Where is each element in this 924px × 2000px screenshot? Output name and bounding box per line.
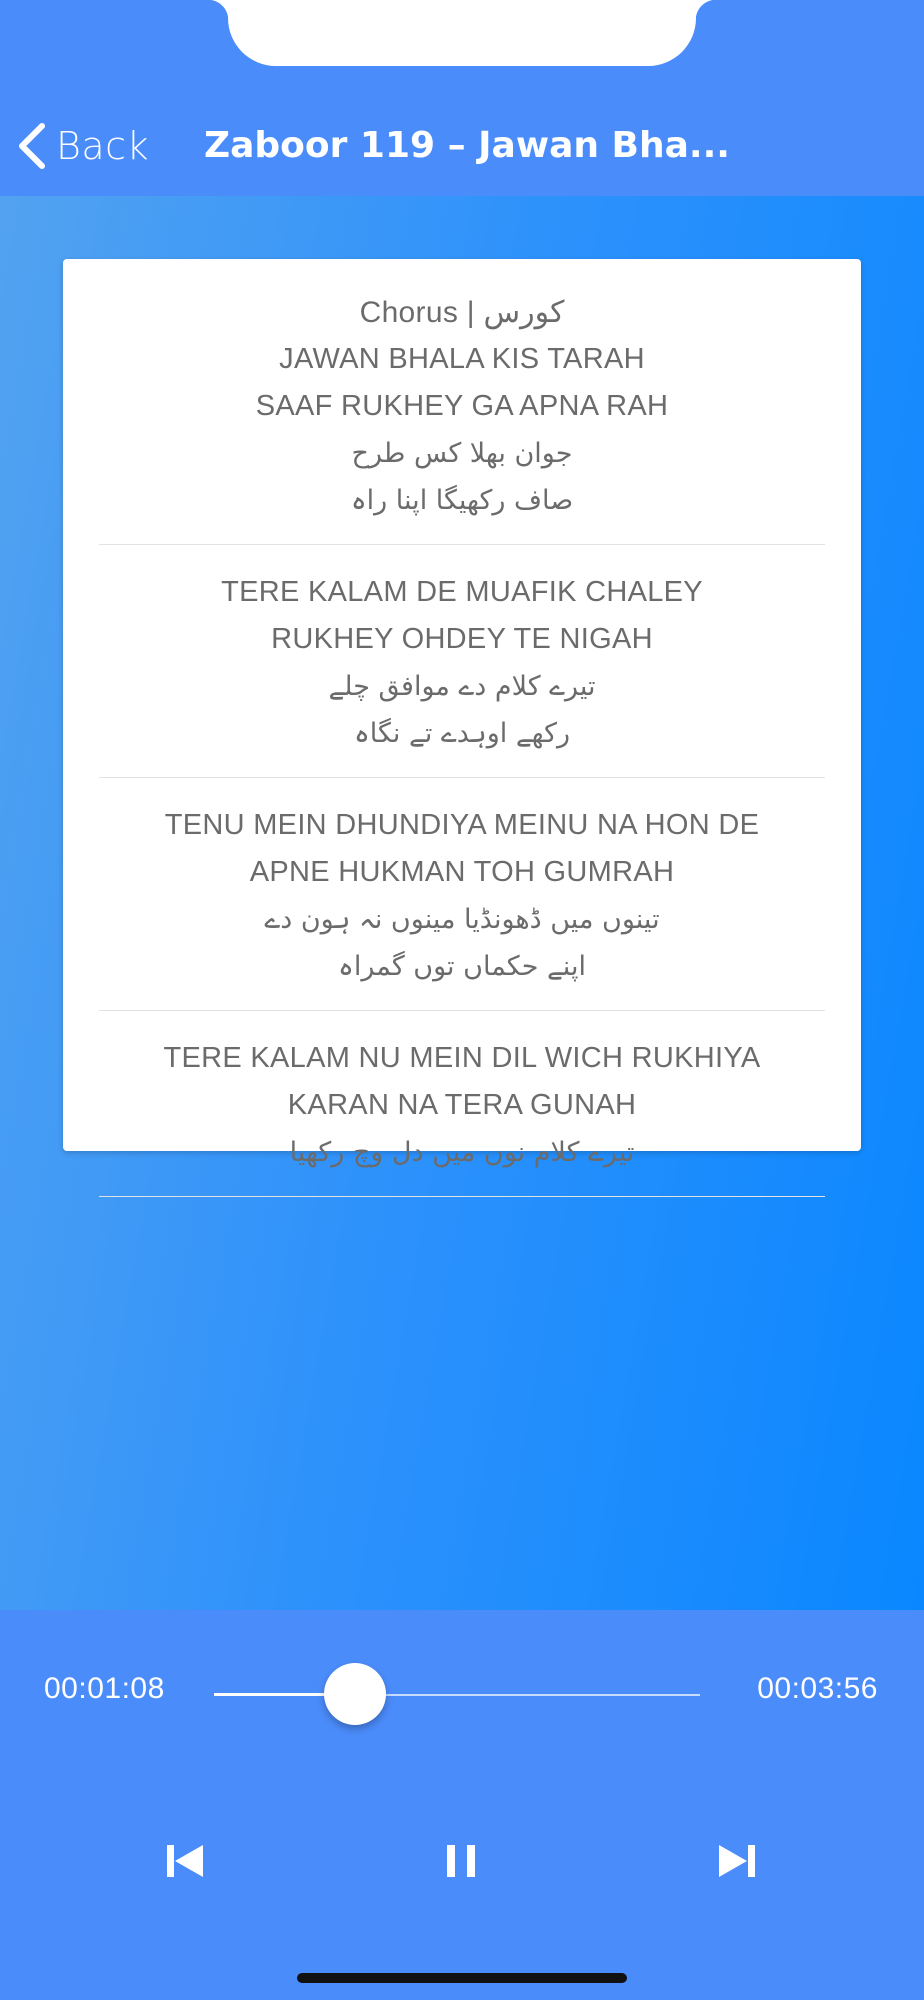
audio-player [0,1610,924,2000]
lyric-line: تیرے کلام دے موافق چلے [328,671,596,702]
home-indicator[interactable] [297,1973,627,1983]
chorus-heading: Chorus | کورس [359,296,565,329]
lyric-line: TERE KALAM DE MUAFIK CHALEY [221,576,703,608]
pause-button[interactable] [426,1828,496,1898]
back-label: Back [56,124,150,168]
next-track-button[interactable] [702,1828,772,1898]
lyrics-list [63,259,861,1197]
device-notch [228,0,696,66]
skip-next-icon [717,1841,757,1885]
lyrics-background [0,196,924,1610]
lyric-line: RUKHEY OHDEY TE NIGAH [271,623,653,655]
skip-previous-icon [165,1841,205,1885]
lyrics-stanza [99,569,825,778]
pause-icon [444,1841,478,1885]
chevron-left-icon [16,122,46,170]
lyric-line: تیرے کلام نوں میں دل وچ رکھیا [289,1137,635,1168]
lyric-line: APNE HUKMAN TOH GUMRAH [249,856,675,888]
lyric-line: TENU MEIN DHUNDIYA MEINU NA HON DE [164,809,760,841]
lyric-line: رکھے اوہدے تے نگاہ [353,718,571,749]
lyrics-stanza [99,802,825,1011]
lyric-line: KARAN NA TERA GUNAH [287,1089,637,1121]
lyric-line: اپنے حکماں توں گمراہ [338,951,586,982]
lyric-line: SAAF RUKHEY GA APNA RAH [255,390,669,422]
lyrics-card[interactable] [63,259,861,1168]
lyric-line: تینوں میں ڈھونڈیا مینوں نہ ہون دے [264,904,660,935]
lyric-line: JAWAN BHALA KIS TARAH [279,343,645,375]
previous-track-button[interactable] [150,1828,220,1898]
total-time: 00:03:56 [757,1672,878,1705]
back-button[interactable] [16,118,149,174]
page-title: Zaboor 119 – Jawan Bha... [204,125,730,166]
lyric-line: جوان بھلا کس طرح [351,438,573,469]
lyrics-stanza [99,289,825,545]
progress-slider[interactable] [214,1684,700,1706]
slider-thumb[interactable] [324,1663,386,1725]
lyric-line: صاف رکھیگا اپنا راہ [350,485,574,516]
elapsed-time: 00:01:08 [44,1672,165,1705]
lyric-line: TERE KALAM NU MEIN DIL WICH RUKHIYA [163,1042,761,1074]
lyrics-stanza [99,1035,825,1197]
